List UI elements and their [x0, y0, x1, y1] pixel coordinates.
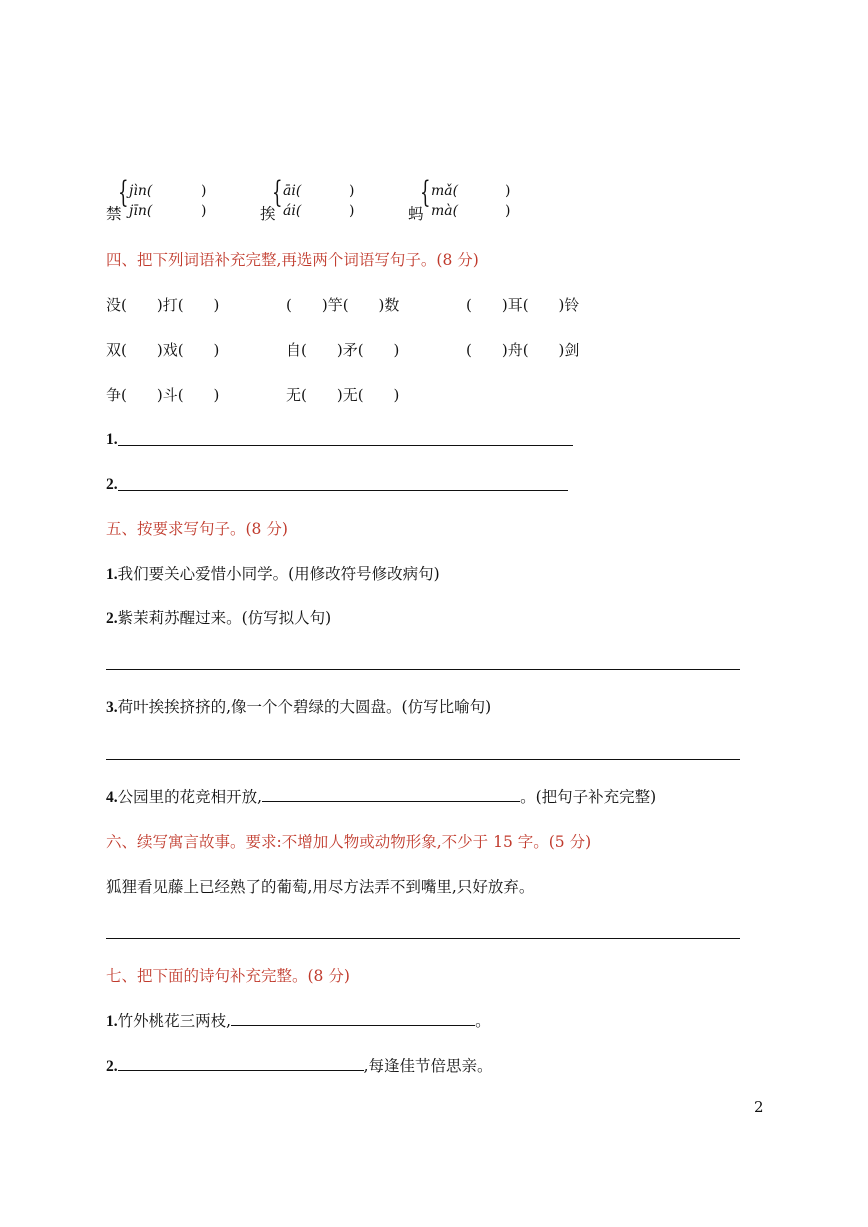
idiom-item: ( )舟( )剑	[466, 341, 580, 359]
section6-title: 六、续写寓言故事。要求:不增加人物或动物形象,不少于 15 字。(5 分)	[106, 833, 592, 851]
pinyin-bottom: jīn(	[129, 203, 153, 219]
story-text: 狐狸看见藤上已经熟了的葡萄,用尽方法弄不到嘴里,只好放弃。	[106, 878, 535, 896]
section7-title: 七、把下面的诗句补充完整。(8 分)	[106, 967, 350, 985]
answer-line[interactable]	[106, 669, 740, 670]
poem-item	[106, 1056, 493, 1077]
pinyin-top: jìn(	[129, 183, 153, 199]
page-number: 2	[754, 1098, 764, 1116]
paren-close: )	[349, 183, 355, 199]
pinyin-char: 蚂	[408, 205, 424, 223]
idiom-item: ( )竽( )数	[286, 296, 400, 314]
paren-close: )	[505, 183, 511, 199]
answer-line[interactable]	[106, 938, 740, 939]
pinyin-top: mǎ(	[431, 183, 459, 199]
idiom-item: 无( )无( )	[286, 386, 400, 404]
sentence-item	[106, 697, 491, 718]
fill-blank[interactable]	[262, 787, 520, 802]
answer-line-number: 2.	[106, 476, 118, 493]
idiom-item: 自( )矛( )	[286, 341, 400, 359]
sentence-item	[106, 564, 440, 585]
idiom-item: 争( )斗( )	[106, 386, 220, 404]
sentence-item	[106, 787, 656, 808]
item-text: 荷叶挨挨挤挤的,像一个个碧绿的大圆盘。(仿写比喻句)	[117, 698, 492, 716]
paren-close: )	[505, 203, 511, 219]
section4-title: 四、把下列词语补充完整,再选两个词语写句子。(8 分)	[106, 251, 479, 269]
item-number: 1.	[106, 1013, 118, 1030]
item-text: 公园里的花竞相开放,	[117, 788, 263, 806]
item-text: 。(把句子补充完整)	[520, 788, 657, 806]
brace: {	[118, 175, 129, 210]
item-text: 我们要关心爱惜小同学。(用修改符号修改病句)	[117, 565, 440, 583]
answer-line-number: 1.	[106, 431, 118, 448]
poem-item	[106, 1011, 491, 1032]
pinyin-top: āi(	[283, 183, 302, 199]
brace: {	[272, 175, 283, 210]
pinyin-bottom: mà(	[431, 203, 459, 219]
item-number: 2.	[106, 1058, 118, 1075]
item-text: ,每逢佳节倍思亲。	[363, 1057, 493, 1075]
fill-blank[interactable]	[118, 1056, 364, 1071]
item-text: 紫茉莉苏醒过来。(仿写拟人句)	[117, 609, 332, 627]
item-number: 2.	[106, 610, 118, 627]
item-text: 。	[475, 1012, 491, 1030]
pinyin-bottom: ái(	[283, 203, 302, 219]
item-number: 1.	[106, 566, 118, 583]
brace: {	[420, 175, 431, 210]
pinyin-char: 禁	[106, 205, 122, 223]
fill-blank[interactable]	[231, 1011, 475, 1026]
item-text: 竹外桃花三两枝,	[117, 1012, 232, 1030]
idiom-item: ( )耳( )铃	[466, 296, 580, 314]
answer-line[interactable]	[106, 759, 740, 760]
answer-line[interactable]	[118, 490, 568, 491]
item-number: 3.	[106, 699, 118, 716]
idiom-item: 没( )打( )	[106, 296, 220, 314]
answer-line[interactable]	[118, 445, 573, 446]
pinyin-char: 挨	[260, 205, 276, 223]
item-number: 4.	[106, 789, 118, 806]
paren-close: )	[201, 203, 207, 219]
sentence-item	[106, 608, 331, 629]
paren-close: )	[201, 183, 207, 199]
paren-close: )	[349, 203, 355, 219]
idiom-item: 双( )戏( )	[106, 341, 220, 359]
section5-title: 五、按要求写句子。(8 分)	[106, 520, 288, 538]
